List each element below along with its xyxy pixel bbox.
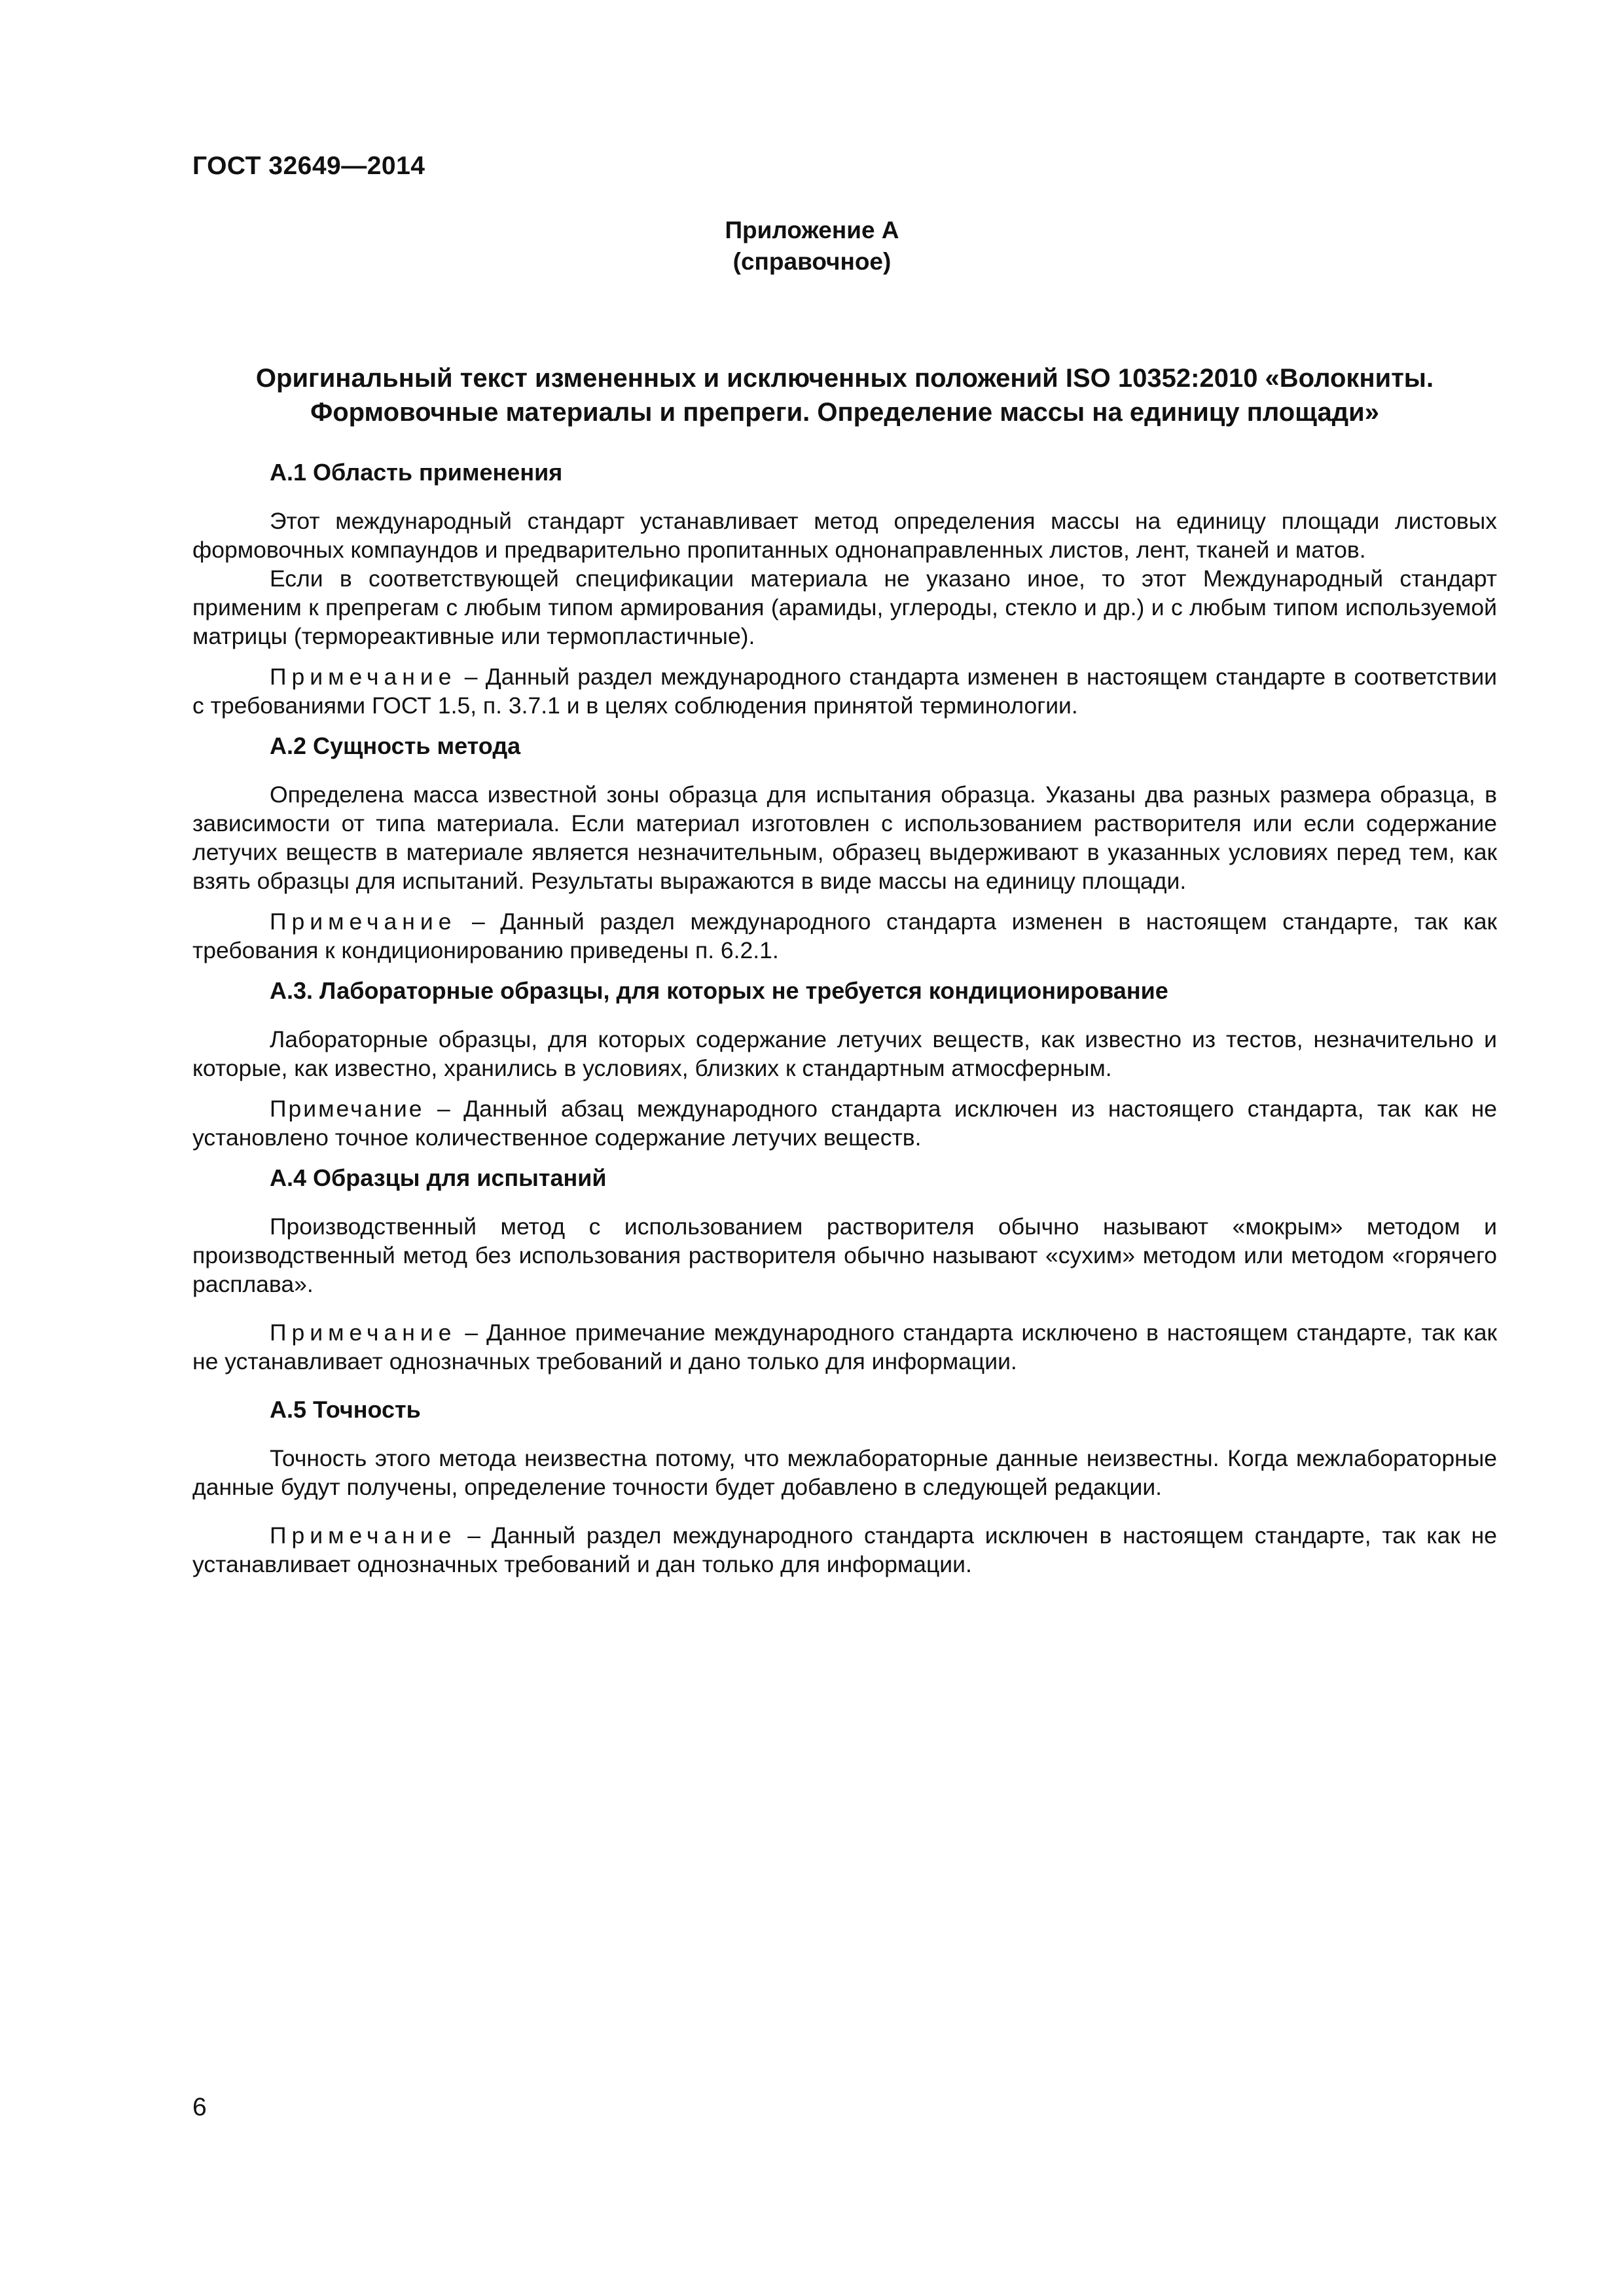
appendix-title: Приложение А bbox=[725, 217, 899, 243]
section-heading-a2: А.2 Сущность метода bbox=[270, 732, 521, 759]
section-a4-note bbox=[192, 1318, 1497, 1376]
note-text: – Данный раздел международного стандарта исключен в настоящем стандарте, так как не устанавливает однозначных требований и дан только для информации. bbox=[192, 1522, 1497, 1577]
page-number: 6 bbox=[192, 2093, 207, 2121]
appendix-heading bbox=[0, 215, 1624, 278]
note-label: Примечание bbox=[270, 664, 457, 690]
note-label: Примечание bbox=[270, 908, 457, 935]
section-a2-note bbox=[192, 907, 1497, 965]
section-heading-a1: А.1 Область применения bbox=[270, 459, 563, 486]
document-body bbox=[192, 458, 1497, 1579]
document-title bbox=[192, 361, 1497, 429]
section-heading-a4: А.4 Образцы для испытаний bbox=[270, 1164, 607, 1191]
standard-code: ГОСТ 32649—2014 bbox=[192, 152, 425, 180]
section-a5-paragraph-1: Точность этого метода неизвестна потому, что межлабораторные данные неизвестны. Когда межлабораторные данные будут получены, определение точности будет добавлено в следующей редакции. bbox=[192, 1445, 1497, 1500]
document-title-line-2: Формовочные материалы и препреги. Определение массы на единицу площади» bbox=[310, 398, 1379, 427]
note-text: – Данное примечание международного стандарта исключено в настоящем стандарте, так как не устанавливает однозначных требований и дано только для информации. bbox=[192, 1319, 1497, 1374]
section-heading-a3: А.3. Лабораторные образцы, для которых не требуется кондиционирование bbox=[270, 977, 1168, 1004]
note-text: – Данный раздел международного стандарта изменен в настоящем стандарте в соответствии с требованиями ГОСТ 1.5, п. 3.7.1 и в целях соблюдения принятой терминологии. bbox=[192, 664, 1497, 719]
section-a1-paragraph-2: Если в соответствующей спецификации материала не указано иное, то этот Международный стандарт применим к препрегам с любым типом армирования (арамиды, углероды, стекло и др.) и с любым типом используемой матрицы (термореактивные или термопластичные). bbox=[192, 565, 1497, 649]
section-a3-note bbox=[192, 1094, 1497, 1152]
note-text: – Данный абзац международного стандарта исключен из настоящего стандарта, так как не установлено точное количественное содержание летучих веществ. bbox=[192, 1096, 1497, 1151]
section-a4-paragraph-1: Производственный метод с использованием растворителя обычно называют «мокрым» методом и производственный метод без использования растворителя обычно называют «сухим» методом или методом «горячего расплава». bbox=[192, 1213, 1497, 1297]
section-a3-paragraph-1: Лабораторные образцы, для которых содержание летучих веществ, как известно из тестов, незначительно и которые, как известно, хранились в условиях, близких к стандартным атмосферным. bbox=[192, 1026, 1497, 1081]
note-label: Примечание bbox=[270, 1319, 457, 1346]
section-a1-paragraph-1: Этот международный стандарт устанавливает метод определения массы на единицу площади листовых формовочных компаундов и предварительно пропитанных однонаправленных листов, лент, тканей и матов. bbox=[192, 508, 1497, 563]
note-label: Примечание bbox=[270, 1096, 424, 1122]
note-label: Примечание bbox=[270, 1522, 457, 1549]
section-a5-note bbox=[192, 1521, 1497, 1579]
section-a1-note bbox=[192, 662, 1497, 720]
appendix-subtitle: (справочное) bbox=[732, 248, 892, 275]
section-heading-a5: А.5 Точность bbox=[270, 1396, 421, 1423]
section-a2-paragraph-1: Определена масса известной зоны образца для испытания образца. Указаны два разных размера образца, в зависимости от типа материала. Если материал изготовлен с использованием растворителя или если содержание летучих веществ в материале является незначительным, образец выдерживают в указанных условиях перед тем, как взять образцы для испытаний. Результаты выражаются в виде массы на единицу площади. bbox=[192, 781, 1497, 894]
document-title-line-1: Оригинальный текст измененных и исключенных положений ISO 10352:2010 «Волокниты. bbox=[255, 364, 1434, 393]
note-text: – Данный раздел международного стандарта изменен в настоящем стандарте, так как требования к кондиционированию приведены п. 6.2.1. bbox=[192, 908, 1497, 963]
